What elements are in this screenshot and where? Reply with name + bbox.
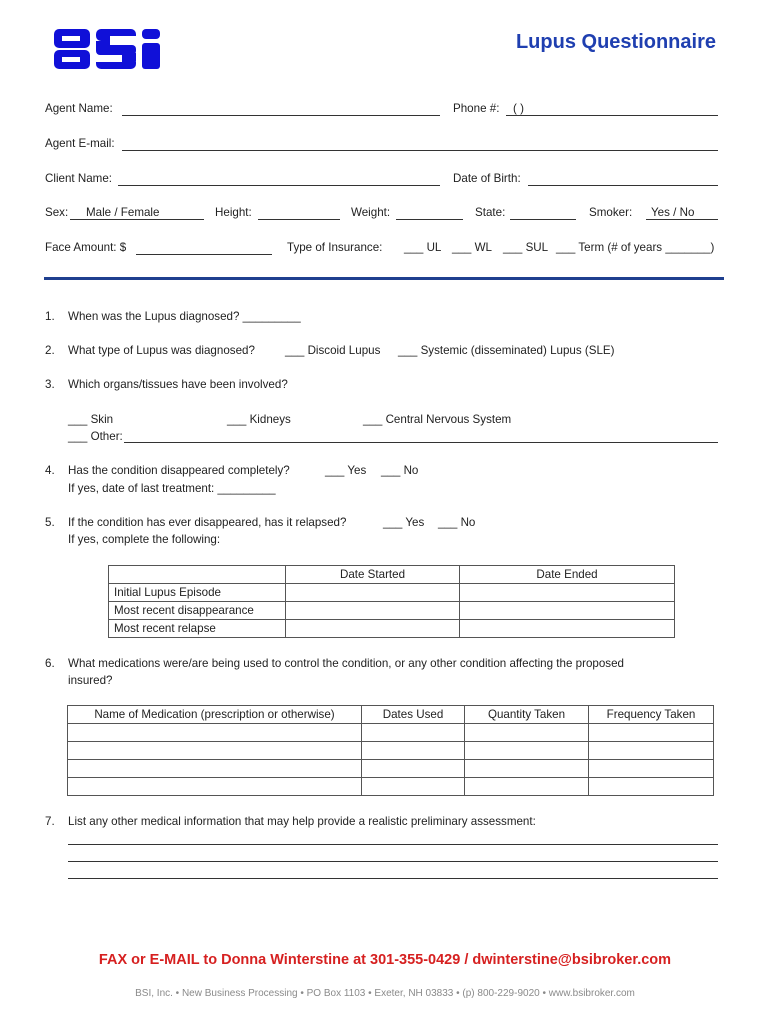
table-header-cell: Name of Medication (prescription or otherwise) xyxy=(68,706,362,724)
date-started-cell[interactable] xyxy=(286,602,460,620)
table-row xyxy=(109,602,675,620)
q5-text: If the condition has ever disappeared, has it relapsed? xyxy=(68,516,347,529)
row-label: Most recent disappearance xyxy=(109,602,286,620)
section-divider xyxy=(44,277,724,280)
height-field[interactable] xyxy=(258,219,340,220)
table-cell[interactable] xyxy=(362,742,465,760)
form-title: Lupus Questionnaire xyxy=(515,31,716,53)
weight-label: Weight: xyxy=(351,206,391,219)
sex-label: Sex: xyxy=(45,206,69,219)
table-row xyxy=(68,778,714,796)
q7-number: 7. xyxy=(45,815,55,828)
q5-no-option[interactable]: ___ No xyxy=(438,516,476,529)
q2-number: 2. xyxy=(45,344,55,357)
q3-kidneys-option[interactable]: ___ Kidneys xyxy=(227,413,291,426)
table-cell[interactable] xyxy=(589,778,714,796)
date-started-cell[interactable] xyxy=(286,620,460,638)
agent-email-label: Agent E-mail: xyxy=(45,137,115,150)
table-row xyxy=(68,760,714,778)
bsi-logo xyxy=(52,26,164,72)
smoker-label: Smoker: xyxy=(589,206,633,219)
table-cell[interactable] xyxy=(465,760,589,778)
table-header-cell: Quantity Taken xyxy=(465,706,589,724)
face-amount-label: Face Amount: $ xyxy=(45,241,127,254)
q5-subtext: If yes, complete the following: xyxy=(68,533,221,546)
q7-answer-line[interactable] xyxy=(68,844,718,845)
table-cell[interactable] xyxy=(589,742,714,760)
table-row xyxy=(109,620,675,638)
q6-text-line2: insured? xyxy=(68,674,113,687)
insurance-term-option[interactable]: ___ Term (# of years _______) xyxy=(556,241,715,254)
table-cell[interactable] xyxy=(68,778,362,796)
table-row xyxy=(109,584,675,602)
q3-number: 3. xyxy=(45,378,55,391)
agent-email-field[interactable] xyxy=(122,150,718,151)
q6-text-line1: What medications were/are being used to control the condition, or any other condition affecting the proposed xyxy=(68,657,624,670)
q3-other-option[interactable]: ___ Other: xyxy=(68,430,123,443)
table-row xyxy=(68,742,714,760)
agent-name-label: Agent Name: xyxy=(45,102,113,115)
table-cell[interactable] xyxy=(589,724,714,742)
table-cell[interactable] xyxy=(68,724,362,742)
date-started-cell[interactable] xyxy=(286,584,460,602)
table-row xyxy=(68,724,714,742)
table-cell[interactable] xyxy=(465,742,589,760)
q3-cns-option[interactable]: ___ Central Nervous System xyxy=(363,413,512,426)
table-cell[interactable] xyxy=(362,760,465,778)
medication-table xyxy=(67,705,714,796)
client-name-field[interactable] xyxy=(118,185,440,186)
table-header-cell: Dates Used xyxy=(362,706,465,724)
dob-field[interactable] xyxy=(528,185,718,186)
insurance-type-label: Type of Insurance: xyxy=(287,241,383,254)
table-header-cell: Date Started xyxy=(286,566,460,584)
phone-label: Phone #: xyxy=(453,102,500,115)
q6-number: 6. xyxy=(45,657,55,670)
row-label: Initial Lupus Episode xyxy=(109,584,286,602)
smoker-field xyxy=(646,219,718,220)
q7-answer-line[interactable] xyxy=(68,861,718,862)
row-label: Most recent relapse xyxy=(109,620,286,638)
company-address: BSI, Inc. • New Business Processing • PO Box 1103 • Exeter, NH 03833 • (p) 800-229-9020 • www.bsibroker.com xyxy=(135,988,635,999)
phone-area-code: ( ) xyxy=(513,102,524,115)
client-name-label: Client Name: xyxy=(45,172,113,185)
q7-answer-line[interactable] xyxy=(68,878,718,879)
insurance-wl-option[interactable]: ___ WL xyxy=(452,241,492,254)
sex-field xyxy=(70,219,204,220)
table-header-row xyxy=(68,706,714,724)
state-field[interactable] xyxy=(510,219,576,220)
agent-name-field[interactable] xyxy=(122,115,440,116)
table-cell[interactable] xyxy=(362,778,465,796)
q3-skin-option[interactable]: ___ Skin xyxy=(68,413,114,426)
date-ended-cell[interactable] xyxy=(460,620,675,638)
face-amount-field[interactable] xyxy=(136,254,272,255)
insurance-sul-option[interactable]: ___ SUL xyxy=(503,241,549,254)
q3-text: Which organs/tissues have been involved? xyxy=(68,378,288,391)
q1-number: 1. xyxy=(45,310,55,323)
table-header-cell: Frequency Taken xyxy=(589,706,714,724)
table-cell[interactable] xyxy=(68,760,362,778)
q1-text: When was the Lupus diagnosed? _________ xyxy=(68,310,301,323)
q2-systemic-option[interactable]: ___ Systemic (disseminated) Lupus (SLE) xyxy=(398,344,615,357)
insurance-ul-option[interactable]: ___ UL xyxy=(404,241,442,254)
q5-yes-option[interactable]: ___ Yes xyxy=(383,516,425,529)
sex-options[interactable]: Male / Female xyxy=(86,206,160,219)
episode-table xyxy=(108,565,675,638)
fax-email-instructions: FAX or E-MAIL to Donna Winterstine at 301-355-0429 / dwinterstine@bsibroker.com xyxy=(98,952,672,968)
smoker-options[interactable]: Yes / No xyxy=(651,206,695,219)
table-header-row xyxy=(109,566,675,584)
q2-discoid-option[interactable]: ___ Discoid Lupus xyxy=(285,344,381,357)
q4-no-option[interactable]: ___ No xyxy=(381,464,419,477)
q4-text: Has the condition disappeared completely? xyxy=(68,464,290,477)
dob-label: Date of Birth: xyxy=(453,172,521,185)
q4-number: 4. xyxy=(45,464,55,477)
table-cell[interactable] xyxy=(465,778,589,796)
state-label: State: xyxy=(475,206,506,219)
weight-field[interactable] xyxy=(396,219,463,220)
phone-field[interactable] xyxy=(506,115,718,116)
table-cell[interactable] xyxy=(589,760,714,778)
q4-subtext: If yes, date of last treatment: _________ xyxy=(68,482,276,495)
q7-text: List any other medical information that may help provide a realistic preliminary assessment: xyxy=(68,815,536,828)
q5-number: 5. xyxy=(45,516,55,529)
date-ended-cell[interactable] xyxy=(460,602,675,620)
table-header-cell: Date Ended xyxy=(460,566,675,584)
q2-text: What type of Lupus was diagnosed? xyxy=(68,344,255,357)
table-cell[interactable] xyxy=(362,724,465,742)
table-cell[interactable] xyxy=(68,742,362,760)
height-label: Height: xyxy=(215,206,252,219)
q4-yes-option[interactable]: ___ Yes xyxy=(325,464,367,477)
table-cell[interactable] xyxy=(465,724,589,742)
q3-other-field[interactable] xyxy=(124,442,718,443)
date-ended-cell[interactable] xyxy=(460,584,675,602)
table-header-cell xyxy=(109,566,286,584)
